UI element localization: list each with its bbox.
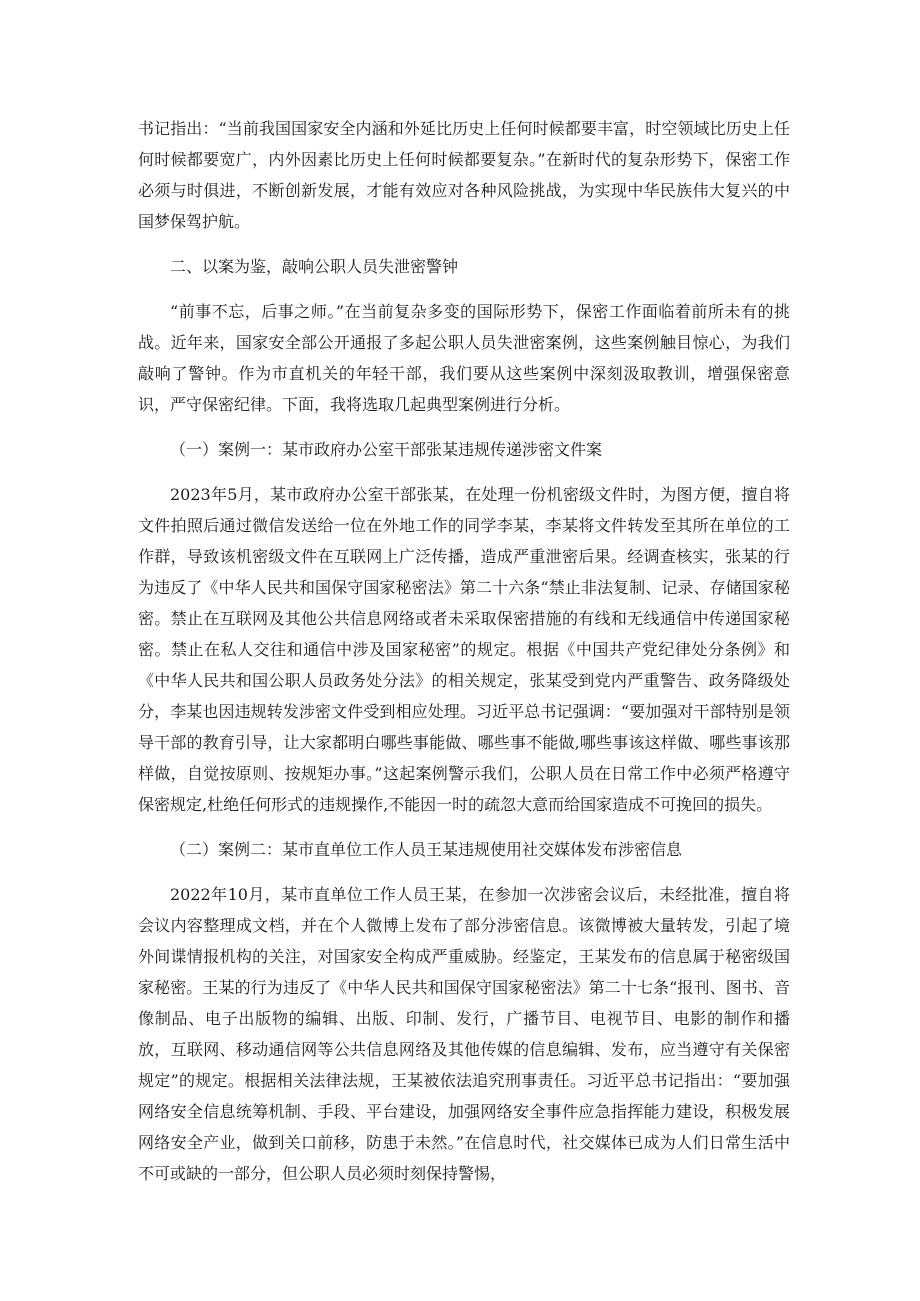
case-heading-2: （二）案例二：某市直单位工作人员王某违规使用社交媒体发布涉密信息	[170, 840, 683, 859]
paragraph-case-1: 2023年5月，某市政府办公室干部张某，在处理一份机密级文件时，为图方便，擅自将文件拍照后通过微信发送给一位在外地工作的同学李某，李某将文件转发至其所在单位的工作群，导致该机密级文件在互联网上广泛传播，造成严重泄密后果。经调查核实，张某的行为违反了《中华人民共和国保守国家秘密法》第二十六条“禁止非法复制、记录、存储国家秘密。禁止在互联网及其他公共信息网络或者未采取保密措施的有线和无线通信中传递国家秘密。禁止在私人交往和通信中涉及国家秘密”的规定。根据《中国共产党纪律处分条例》和《中华人民共和国公职人员政务处分法》的相关规定，张某受到党内严重警告、政务降级处分，李某也因违规转发涉密文件受到相应处理。习近平总书记强调：“要加强对干部特别是领导干部的教育引导，让大家都明白哪些事能做、哪些事不能做,哪些事该这样做、哪些事该那样做，自觉按原则、按规矩办事。”这起案例警示我们，公职人员在日常工作中必须严格遵守保密规定,杜绝任何形式的违规操作,不能因一时的疏忽大意而给国家造成不可挽回的损失。	[138, 485, 790, 814]
case-heading-1: （一）案例一：某市政府办公室干部张某违规传递涉密文件案	[170, 440, 603, 459]
document-page	[138, 113, 790, 1203]
paragraph-continuation: 书记指出：“当前我国国家安全内涵和外延比历史上任何时候都要丰富，时空领域比历史上任何时候都要宽广，内外因素比历史上任何时候都要复杂。”在新时代的复杂形势下，保密工作必须与时俱进，不断创新发展，才能有效应对各种风险挑战，为实现中华民族伟大复兴的中国梦保驾护航。	[138, 119, 790, 231]
section-heading-2: 二、以案为鉴，敲响公职人员失泄密警钟	[170, 257, 459, 276]
paragraph-case-2: 2022年10月，某市直单位工作人员王某，在参加一次涉密会议后，未经批准，擅自将会议内容整理成文档，并在个人微博上发布了部分涉密信息。该微博被大量转发，引起了境外间谍情报机构的关注，对国家安全构成严重威胁。经鉴定，王某发布的信息属于秘密级国家秘密。王某的行为违反了《中华人民共和国保守国家秘密法》第二十七条“报刊、图书、音像制品、电子出版物的编辑、出版、印制、发行，广播节目、电视节目、电影的制作和播放，互联网、移动通信网等公共信息网络及其他传媒的信息编辑、发布，应当遵守有关保密规定”的规定。根据相关法律法规，王某被依法追究刑事责任。习近平总书记指出：“要加强网络安全信息统筹机制、手段、平台建设，加强网络安全事件应急指挥能力建设，积极发展网络安全产业，做到关口前移，防患于未然。”在信息时代，社交媒体已成为人们日常生活中不可或缺的一部分，但公职人员必须时刻保持警惕，	[138, 885, 790, 1183]
paragraph-intro-cases: “前事不忘，后事之师。”在当前复杂多变的国际形势下，保密工作面临着前所未有的挑战。近年来，国家安全部公开通报了多起公职人员失泄密案例，这些案例触目惊心，为我们敲响了警钟。作为市直机关的年轻干部，我们要从这些案例中深刻汲取教训，增强保密意识，严守保密纪律。下面，我将选取几起典型案例进行分析。	[138, 302, 790, 414]
